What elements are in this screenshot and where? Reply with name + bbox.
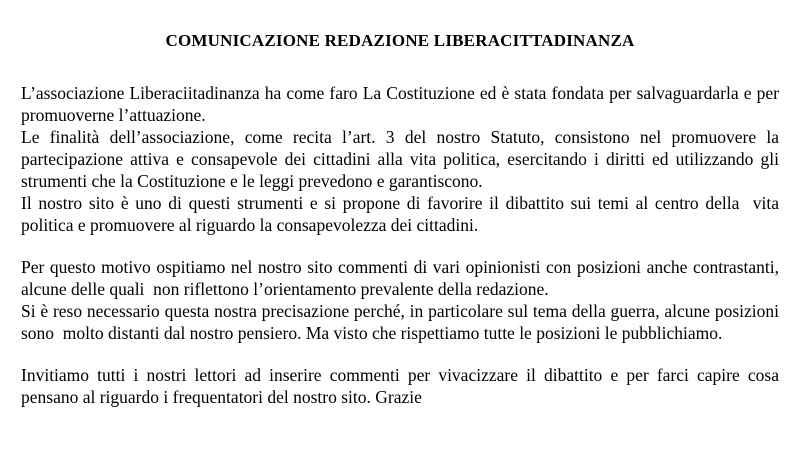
paragraph: Per questo motivo ospitiamo nel nostro sito commenti di vari opinionisti con posizioni anche contrastanti, alcune delle quali non riflettono l’orientamento prevalente della redazione. (21, 257, 784, 299)
paragraph-block-invito (21, 364, 784, 408)
paragraph-block-intro (21, 82, 784, 236)
paragraph: Si è reso necessario questa nostra precisazione perché, in particolare sul tema della guerra, alcune posizioni sono molto distanti dal nostro pensiero. Ma visto che rispettiamo tutte le posizioni le pubblichiamo. (21, 301, 784, 343)
paragraph: Le finalità dell’associazione, come recita l’art. 3 del nostro Statuto, consistono nel promuovere la partecipazione attiva e consapevole dei cittadini alla vita politica, esercitando i diritti ed utilizzando gli strumenti che la Costituzione e le leggi prevedono e garantiscono. (21, 127, 784, 191)
paragraph-block-precisazione (21, 256, 784, 344)
paragraph: Invitiamo tutti i nostri lettori ad inserire commenti per vivacizzare il dibattito e per farci capire cosa pensano al riguardo i frequentatori del nostro sito. Grazie (21, 365, 784, 407)
paragraph: L’associazione Liberaciitadinanza ha come faro La Costituzione ed è stata fondata per salvaguardarla e per promuoverne l’attuazione. (21, 83, 784, 125)
paragraph: Il nostro sito è uno di questi strumenti e si propone di favorire il dibattito sui temi al centro della vita politica e promuovere al riguardo la consapevolezza dei cittadini. (21, 193, 784, 235)
document-title: COMUNICAZIONE REDAZIONE LIBERACITTADINANZA (165, 31, 635, 50)
